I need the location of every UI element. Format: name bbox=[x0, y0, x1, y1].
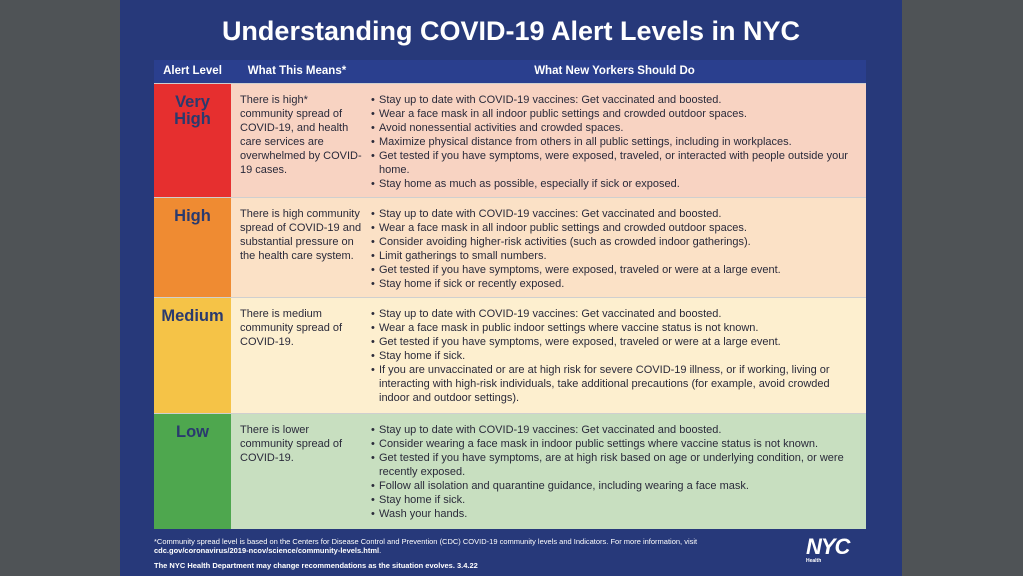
actions-low bbox=[363, 414, 866, 529]
list-item: • Consider avoiding higher-risk activities (such as crowded indoor gatherings). bbox=[371, 235, 860, 249]
list-item: • Wear a face mask in all indoor public settings and crowded outdoor spaces. bbox=[371, 221, 860, 235]
level-very-high: Very High bbox=[154, 84, 231, 197]
footnote bbox=[154, 537, 754, 555]
list-item: • Wash your hands. bbox=[371, 507, 860, 521]
footnote-link[interactable]: cdc.gov/coronavirus/2019-ncov/science/community-levels.html bbox=[154, 546, 380, 555]
alert-levels-table bbox=[154, 60, 866, 529]
footnote-period: . bbox=[379, 546, 382, 555]
list-item: • Limit gatherings to small numbers. bbox=[371, 249, 860, 263]
list-item: • Stay home as much as possible, especially if sick or exposed. bbox=[371, 177, 860, 191]
list-item: • Stay up to date with COVID-19 vaccines: Get vaccinated and boosted. bbox=[371, 93, 860, 107]
list-item: • Get tested if you have symptoms, were exposed, traveled, or interacted with people outside your home. bbox=[371, 149, 860, 177]
list-item: • Follow all isolation and quarantine guidance, including wearing a face mask. bbox=[371, 479, 860, 493]
meaning-medium: There is medium community spread of COVID-19. bbox=[240, 308, 343, 348]
meaning-high: There is high community spread of COVID-19 and substantial pressure on the health care system. bbox=[240, 208, 362, 262]
table-row-medium bbox=[154, 297, 866, 413]
list-item: • If you are unvaccinated or are at high risk for severe COVID-19 illness, or if working, living or interacting with high-risk individuals, take additional precautions (for example, avoid crowded indoor and outdoor settings). bbox=[371, 363, 860, 405]
list-item: • Avoid nonessential activities and crowded spaces. bbox=[371, 121, 860, 135]
table-row-low bbox=[154, 413, 866, 529]
table-header bbox=[154, 60, 866, 83]
page-title: Understanding COVID-19 Alert Levels in NYC bbox=[221, 16, 801, 46]
list-item: • Wear a face mask in all indoor public settings and crowded outdoor spaces. bbox=[371, 107, 860, 121]
list-item: • Get tested if you have symptoms, were exposed, traveled or were at a large event. bbox=[371, 335, 860, 349]
poster bbox=[120, 0, 902, 576]
list-item: • Stay up to date with COVID-19 vaccines: Get vaccinated and boosted. bbox=[371, 423, 860, 437]
list-item: • Stay home if sick or recently exposed. bbox=[371, 277, 860, 291]
level-high: High bbox=[154, 198, 231, 297]
disclaimer: The NYC Health Department may change recommendations as the situation evolves. 3.4.22 bbox=[154, 561, 478, 570]
nyc-health-logo bbox=[806, 536, 849, 564]
level-low: Low bbox=[154, 414, 231, 529]
header-alert-level: Alert Level bbox=[163, 65, 222, 77]
logo-nyc: NYC bbox=[806, 534, 850, 559]
list-item: • Stay home if sick. bbox=[371, 493, 860, 507]
table-row-high bbox=[154, 197, 866, 297]
actions-very-high bbox=[363, 84, 866, 197]
list-item: • Stay home if sick. bbox=[371, 349, 860, 363]
list-item: • Maximize physical distance from others in all public settings, including in workplaces. bbox=[371, 135, 860, 149]
meaning-low: There is lower community spread of COVID-19. bbox=[240, 424, 343, 464]
logo-health: Health bbox=[806, 558, 822, 564]
actions-medium bbox=[363, 298, 866, 413]
actions-high bbox=[363, 198, 866, 297]
list-item: • Consider wearing a face mask in indoor public settings where vaccine status is not known. bbox=[371, 437, 860, 451]
meaning-very-high: There is high* community spread of COVID-19, and health care services are overwhelmed by COVID-19 cases. bbox=[240, 94, 362, 176]
list-item: • Get tested if you have symptoms, were exposed, traveled or were at a large event. bbox=[371, 263, 860, 277]
table-row-very-high bbox=[154, 83, 866, 197]
level-medium: Medium bbox=[154, 298, 231, 413]
header-what-to-do: What New Yorkers Should Do bbox=[534, 65, 695, 77]
list-item: • Stay up to date with COVID-19 vaccines: Get vaccinated and boosted. bbox=[371, 307, 860, 321]
footnote-text: *Community spread level is based on the Centers for Disease Control and Prevention (CDC) COVID-19 community levels and Indicators. For more information, visit bbox=[154, 537, 698, 546]
list-item: • Wear a face mask in public indoor settings where vaccine status is not known. bbox=[371, 321, 860, 335]
list-item: • Stay up to date with COVID-19 vaccines: Get vaccinated and boosted. bbox=[371, 207, 860, 221]
header-what-this-means: What This Means* bbox=[247, 65, 347, 77]
list-item: • Get tested if you have symptoms, are at high risk based on age or underlying condition, or were recently exposed. bbox=[371, 451, 860, 479]
